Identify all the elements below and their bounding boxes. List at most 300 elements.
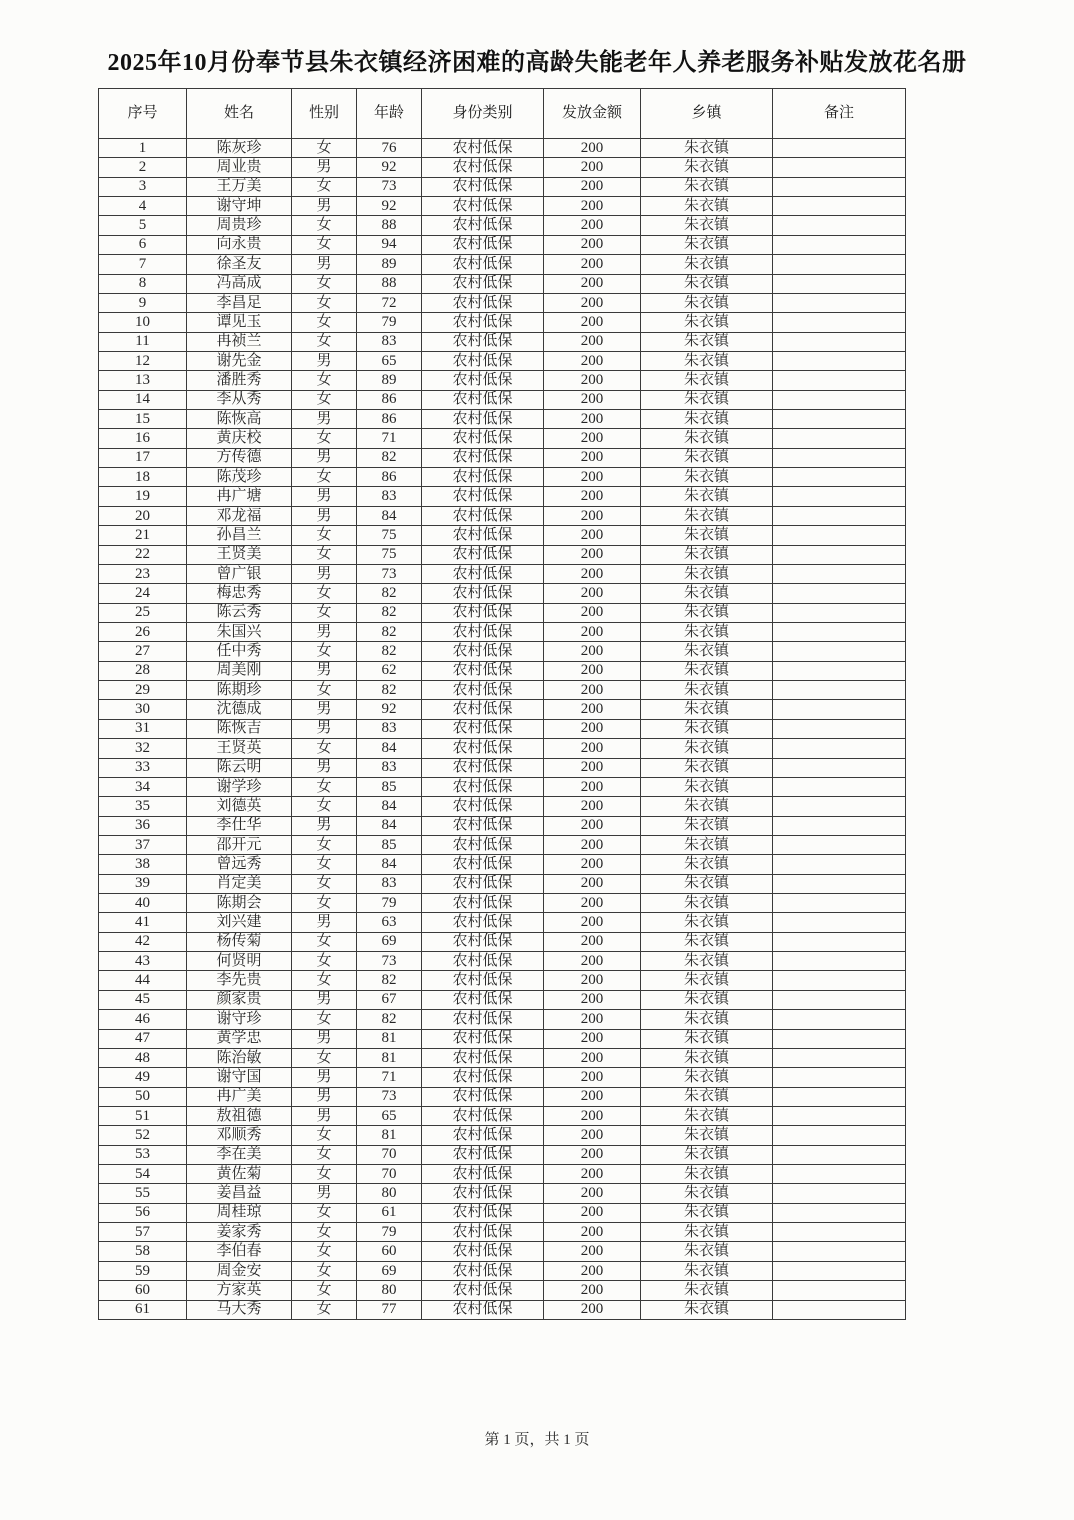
table-cell: 周美刚 <box>187 661 292 680</box>
table-cell: 王贤英 <box>187 739 292 758</box>
table-cell: 朱衣镇 <box>641 177 773 196</box>
table-row <box>99 1281 906 1300</box>
table-row <box>99 1165 906 1184</box>
table-cell: 朱衣镇 <box>641 468 773 487</box>
table-row <box>99 719 906 738</box>
table-cell: 60 <box>357 1242 422 1261</box>
table-cell: 200 <box>544 1184 641 1203</box>
table-cell: 农村低保 <box>422 390 544 409</box>
table-cell: 农村低保 <box>422 448 544 467</box>
table-cell: 朱衣镇 <box>641 313 773 332</box>
table-row <box>99 661 906 680</box>
table-cell: 朱衣镇 <box>641 971 773 990</box>
table-cell: 女 <box>292 216 357 235</box>
table-cell: 37 <box>99 835 187 854</box>
table-cell <box>773 1029 906 1048</box>
table-cell: 73 <box>357 564 422 583</box>
table-cell: 农村低保 <box>422 1203 544 1222</box>
table-cell <box>773 216 906 235</box>
table-cell: 李仕华 <box>187 816 292 835</box>
table-cell: 40 <box>99 894 187 913</box>
table-cell: 18 <box>99 468 187 487</box>
table-row <box>99 700 906 719</box>
table-cell: 肖定美 <box>187 874 292 893</box>
table-cell: 53 <box>99 1145 187 1164</box>
table-cell: 男 <box>292 1087 357 1106</box>
table-cell: 谢守坤 <box>187 197 292 216</box>
page-title: 2025年10月份奉节县朱衣镇经济困难的高龄失能老年人养老服务补贴发放花名册 <box>107 50 967 76</box>
table-cell: 200 <box>544 758 641 777</box>
table-cell: 何贤明 <box>187 952 292 971</box>
table-cell: 朱衣镇 <box>641 1203 773 1222</box>
table-cell: 农村低保 <box>422 1106 544 1125</box>
table-cell: 农村低保 <box>422 758 544 777</box>
table-cell: 冉广塘 <box>187 487 292 506</box>
table-cell: 200 <box>544 1145 641 1164</box>
table-cell: 200 <box>544 719 641 738</box>
table-row <box>99 293 906 312</box>
table-cell: 200 <box>544 139 641 158</box>
table-cell: 男 <box>292 758 357 777</box>
table-row <box>99 1010 906 1029</box>
table-cell <box>773 913 906 932</box>
table-cell: 200 <box>544 255 641 274</box>
table-cell <box>773 681 906 700</box>
table-cell: 22 <box>99 545 187 564</box>
table-cell: 34 <box>99 777 187 796</box>
table-cell <box>773 1106 906 1125</box>
table-cell: 农村低保 <box>422 1087 544 1106</box>
table-cell: 谢学珍 <box>187 777 292 796</box>
table-cell: 朱衣镇 <box>641 642 773 661</box>
table-row <box>99 545 906 564</box>
table-header <box>99 89 906 139</box>
table-cell: 农村低保 <box>422 855 544 874</box>
table-row <box>99 816 906 835</box>
table-cell: 48 <box>99 1048 187 1067</box>
table-row <box>99 894 906 913</box>
table-cell: 朱衣镇 <box>641 1106 773 1125</box>
table-row <box>99 139 906 158</box>
table-cell <box>773 351 906 370</box>
table-cell: 200 <box>544 1165 641 1184</box>
table-cell: 农村低保 <box>422 1242 544 1261</box>
table-cell: 农村低保 <box>422 526 544 545</box>
table-cell: 朱衣镇 <box>641 197 773 216</box>
table-cell: 82 <box>357 603 422 622</box>
table-cell: 200 <box>544 1106 641 1125</box>
table-row <box>99 1242 906 1261</box>
table-cell: 76 <box>357 139 422 158</box>
table-cell: 200 <box>544 410 641 429</box>
table-cell: 84 <box>357 506 422 525</box>
table-cell: 农村低保 <box>422 642 544 661</box>
table-row <box>99 835 906 854</box>
table-cell: 12 <box>99 351 187 370</box>
table-cell: 朱衣镇 <box>641 816 773 835</box>
table-cell: 农村低保 <box>422 1223 544 1242</box>
table-cell: 200 <box>544 603 641 622</box>
table-row <box>99 952 906 971</box>
table-cell: 200 <box>544 835 641 854</box>
column-header: 发放金额 <box>544 89 641 139</box>
table-cell: 女 <box>292 642 357 661</box>
table-cell: 79 <box>357 894 422 913</box>
table-cell: 朱衣镇 <box>641 855 773 874</box>
table-cell: 农村低保 <box>422 410 544 429</box>
table-cell: 男 <box>292 448 357 467</box>
table-cell: 200 <box>544 332 641 351</box>
table-cell: 梅忠秀 <box>187 584 292 603</box>
table-cell: 女 <box>292 1223 357 1242</box>
table-cell: 83 <box>357 332 422 351</box>
table-cell: 朱国兴 <box>187 622 292 641</box>
table-cell: 200 <box>544 1223 641 1242</box>
table-cell: 8 <box>99 274 187 293</box>
table-cell: 朱衣镇 <box>641 1145 773 1164</box>
table-row <box>99 739 906 758</box>
table-cell: 女 <box>292 293 357 312</box>
table-row <box>99 410 906 429</box>
table-cell <box>773 932 906 951</box>
table-cell: 朱衣镇 <box>641 1126 773 1145</box>
table-cell: 朱衣镇 <box>641 429 773 448</box>
table-row <box>99 197 906 216</box>
table-cell: 男 <box>292 197 357 216</box>
table-cell: 农村低保 <box>422 700 544 719</box>
table-cell: 李伯春 <box>187 1242 292 1261</box>
table-row <box>99 177 906 196</box>
table-cell <box>773 1048 906 1067</box>
table-cell: 女 <box>292 952 357 971</box>
table-cell: 30 <box>99 700 187 719</box>
table-row <box>99 622 906 641</box>
table-cell: 83 <box>357 719 422 738</box>
table-cell: 50 <box>99 1087 187 1106</box>
table-cell: 男 <box>292 990 357 1009</box>
table-row <box>99 274 906 293</box>
table-cell: 李在美 <box>187 1145 292 1164</box>
table-cell: 女 <box>292 313 357 332</box>
table-cell: 朱衣镇 <box>641 1281 773 1300</box>
table-row <box>99 603 906 622</box>
table-cell: 朱衣镇 <box>641 487 773 506</box>
table-cell: 徐圣友 <box>187 255 292 274</box>
table-cell: 35 <box>99 797 187 816</box>
table-row <box>99 216 906 235</box>
table-row <box>99 584 906 603</box>
table-cell <box>773 429 906 448</box>
table-cell: 23 <box>99 564 187 583</box>
table-cell: 81 <box>357 1126 422 1145</box>
table-cell: 11 <box>99 332 187 351</box>
table-cell: 谭见玉 <box>187 313 292 332</box>
table-cell: 200 <box>544 506 641 525</box>
table-cell: 女 <box>292 545 357 564</box>
table-cell: 朱衣镇 <box>641 139 773 158</box>
table-cell: 200 <box>544 1261 641 1280</box>
table-cell: 86 <box>357 468 422 487</box>
table-cell <box>773 642 906 661</box>
table-cell: 朱衣镇 <box>641 913 773 932</box>
table-cell <box>773 545 906 564</box>
table-cell: 农村低保 <box>422 603 544 622</box>
table-row <box>99 681 906 700</box>
table-cell: 200 <box>544 429 641 448</box>
table-cell <box>773 1184 906 1203</box>
table-cell: 女 <box>292 1300 357 1319</box>
table-cell: 25 <box>99 603 187 622</box>
table-cell: 农村低保 <box>422 835 544 854</box>
table-cell: 86 <box>357 390 422 409</box>
table-cell: 54 <box>99 1165 187 1184</box>
table-cell: 女 <box>292 468 357 487</box>
table-cell: 陈云秀 <box>187 603 292 622</box>
table-cell: 方家英 <box>187 1281 292 1300</box>
table-cell: 朱衣镇 <box>641 255 773 274</box>
table-cell: 63 <box>357 913 422 932</box>
table-cell: 陈期会 <box>187 894 292 913</box>
table-cell: 52 <box>99 1126 187 1145</box>
table-cell <box>773 487 906 506</box>
table-cell: 200 <box>544 235 641 254</box>
table-cell: 72 <box>357 293 422 312</box>
table-cell: 王万美 <box>187 177 292 196</box>
table-cell: 朱衣镇 <box>641 894 773 913</box>
table-cell: 4 <box>99 197 187 216</box>
table-cell <box>773 894 906 913</box>
table-cell <box>773 332 906 351</box>
table-cell: 方传德 <box>187 448 292 467</box>
table-cell <box>773 971 906 990</box>
table-cell: 7 <box>99 255 187 274</box>
table-cell: 女 <box>292 681 357 700</box>
table-cell: 朱衣镇 <box>641 332 773 351</box>
table-cell: 朱衣镇 <box>641 700 773 719</box>
table-cell <box>773 661 906 680</box>
table-cell: 向永贵 <box>187 235 292 254</box>
table-cell: 15 <box>99 410 187 429</box>
table-row <box>99 506 906 525</box>
table-cell: 49 <box>99 1068 187 1087</box>
table-cell: 陈灰珍 <box>187 139 292 158</box>
table-row <box>99 1261 906 1280</box>
table-cell: 农村低保 <box>422 158 544 177</box>
table-cell: 农村低保 <box>422 797 544 816</box>
table-cell: 朱衣镇 <box>641 1165 773 1184</box>
table-cell: 姜家秀 <box>187 1223 292 1242</box>
table-cell: 200 <box>544 739 641 758</box>
table-cell <box>773 526 906 545</box>
table-row <box>99 1029 906 1048</box>
table-cell: 曾广银 <box>187 564 292 583</box>
table-cell: 男 <box>292 816 357 835</box>
table-cell: 男 <box>292 410 357 429</box>
table-cell <box>773 1068 906 1087</box>
table-cell: 200 <box>544 700 641 719</box>
table-cell <box>773 255 906 274</box>
table-cell <box>773 158 906 177</box>
table-cell: 农村低保 <box>422 351 544 370</box>
table-cell: 80 <box>357 1281 422 1300</box>
table-cell: 农村低保 <box>422 584 544 603</box>
table-cell: 女 <box>292 739 357 758</box>
table-cell <box>773 719 906 738</box>
table-cell: 92 <box>357 197 422 216</box>
table-row <box>99 526 906 545</box>
table-row <box>99 390 906 409</box>
table-cell: 农村低保 <box>422 216 544 235</box>
table-cell: 刘德英 <box>187 797 292 816</box>
table-row <box>99 932 906 951</box>
table-cell: 朱衣镇 <box>641 410 773 429</box>
table-cell: 潘胜秀 <box>187 371 292 390</box>
table-cell: 89 <box>357 255 422 274</box>
table-cell: 60 <box>99 1281 187 1300</box>
table-cell: 朱衣镇 <box>641 390 773 409</box>
table-cell: 男 <box>292 487 357 506</box>
table-cell: 陈恢高 <box>187 410 292 429</box>
table-cell: 男 <box>292 1068 357 1087</box>
table-row <box>99 1106 906 1125</box>
table-cell: 36 <box>99 816 187 835</box>
table-cell <box>773 1300 906 1319</box>
table-cell: 农村低保 <box>422 429 544 448</box>
table-cell: 农村低保 <box>422 719 544 738</box>
table-cell: 女 <box>292 1261 357 1280</box>
column-header: 姓名 <box>187 89 292 139</box>
table-cell: 84 <box>357 816 422 835</box>
table-cell: 73 <box>357 177 422 196</box>
table-cell: 邓顺秀 <box>187 1126 292 1145</box>
table-cell: 44 <box>99 971 187 990</box>
table-cell <box>773 835 906 854</box>
table-cell: 农村低保 <box>422 371 544 390</box>
table-cell: 200 <box>544 1048 641 1067</box>
table-cell: 朱衣镇 <box>641 1242 773 1261</box>
table-cell: 82 <box>357 448 422 467</box>
table-cell: 陈云明 <box>187 758 292 777</box>
table-cell: 70 <box>357 1145 422 1164</box>
table-cell: 61 <box>99 1300 187 1319</box>
table-cell: 200 <box>544 545 641 564</box>
table-cell: 200 <box>544 990 641 1009</box>
table-cell: 62 <box>357 661 422 680</box>
table-cell: 83 <box>357 758 422 777</box>
table-cell: 94 <box>357 235 422 254</box>
table-row <box>99 797 906 816</box>
table-cell: 邵开元 <box>187 835 292 854</box>
table-cell: 200 <box>544 971 641 990</box>
table-cell: 朱衣镇 <box>641 952 773 971</box>
table-cell: 16 <box>99 429 187 448</box>
table-cell: 61 <box>357 1203 422 1222</box>
table-cell: 朱衣镇 <box>641 603 773 622</box>
table-cell: 农村低保 <box>422 545 544 564</box>
table-cell: 王贤美 <box>187 545 292 564</box>
table-cell: 男 <box>292 700 357 719</box>
table-cell: 男 <box>292 661 357 680</box>
table-cell: 28 <box>99 661 187 680</box>
table-cell <box>773 1126 906 1145</box>
table-cell: 陈期珍 <box>187 681 292 700</box>
table-cell: 女 <box>292 797 357 816</box>
table-cell <box>773 506 906 525</box>
table-cell: 女 <box>292 371 357 390</box>
table-cell: 农村低保 <box>422 874 544 893</box>
table-cell: 女 <box>292 390 357 409</box>
table-cell: 朱衣镇 <box>641 506 773 525</box>
table-cell: 曾远秀 <box>187 855 292 874</box>
table-cell: 200 <box>544 197 641 216</box>
table-cell <box>773 313 906 332</box>
table-cell: 200 <box>544 622 641 641</box>
table-cell <box>773 1010 906 1029</box>
table-cell: 农村低保 <box>422 1029 544 1048</box>
table-cell: 84 <box>357 797 422 816</box>
table-cell: 冯高成 <box>187 274 292 293</box>
table-cell: 65 <box>357 1106 422 1125</box>
table-cell: 黄庆校 <box>187 429 292 448</box>
table-cell: 13 <box>99 371 187 390</box>
table-cell: 农村低保 <box>422 1281 544 1300</box>
table-cell: 55 <box>99 1184 187 1203</box>
table-cell: 朱衣镇 <box>641 874 773 893</box>
table-cell: 5 <box>99 216 187 235</box>
table-cell: 73 <box>357 1087 422 1106</box>
table-cell: 朱衣镇 <box>641 371 773 390</box>
table-cell: 88 <box>357 274 422 293</box>
table-cell: 朱衣镇 <box>641 758 773 777</box>
table-cell: 谢守国 <box>187 1068 292 1087</box>
table-cell: 67 <box>357 990 422 1009</box>
table-cell: 200 <box>544 468 641 487</box>
table-cell: 黄学忠 <box>187 1029 292 1048</box>
table-cell: 200 <box>544 952 641 971</box>
table-cell <box>773 235 906 254</box>
table-cell: 24 <box>99 584 187 603</box>
table-cell <box>773 990 906 1009</box>
table-cell: 200 <box>544 1068 641 1087</box>
table-cell: 19 <box>99 487 187 506</box>
table-cell <box>773 468 906 487</box>
table-cell: 83 <box>357 487 422 506</box>
table-cell: 200 <box>544 177 641 196</box>
table-cell <box>773 1203 906 1222</box>
table-cell: 200 <box>544 816 641 835</box>
table-row <box>99 1203 906 1222</box>
table-cell <box>773 448 906 467</box>
table-row <box>99 158 906 177</box>
table-cell: 200 <box>544 1242 641 1261</box>
table-cell: 农村低保 <box>422 894 544 913</box>
table-cell: 农村低保 <box>422 487 544 506</box>
table-cell: 女 <box>292 1281 357 1300</box>
table-cell: 女 <box>292 1145 357 1164</box>
table-cell: 20 <box>99 506 187 525</box>
table-cell: 32 <box>99 739 187 758</box>
table-cell: 女 <box>292 235 357 254</box>
table-row <box>99 371 906 390</box>
table-cell: 谢先金 <box>187 351 292 370</box>
table-cell: 女 <box>292 526 357 545</box>
table-cell: 男 <box>292 1029 357 1048</box>
table-cell: 朱衣镇 <box>641 235 773 254</box>
table-cell: 51 <box>99 1106 187 1125</box>
table-cell: 周金安 <box>187 1261 292 1280</box>
table-cell: 农村低保 <box>422 177 544 196</box>
table-cell: 82 <box>357 642 422 661</box>
